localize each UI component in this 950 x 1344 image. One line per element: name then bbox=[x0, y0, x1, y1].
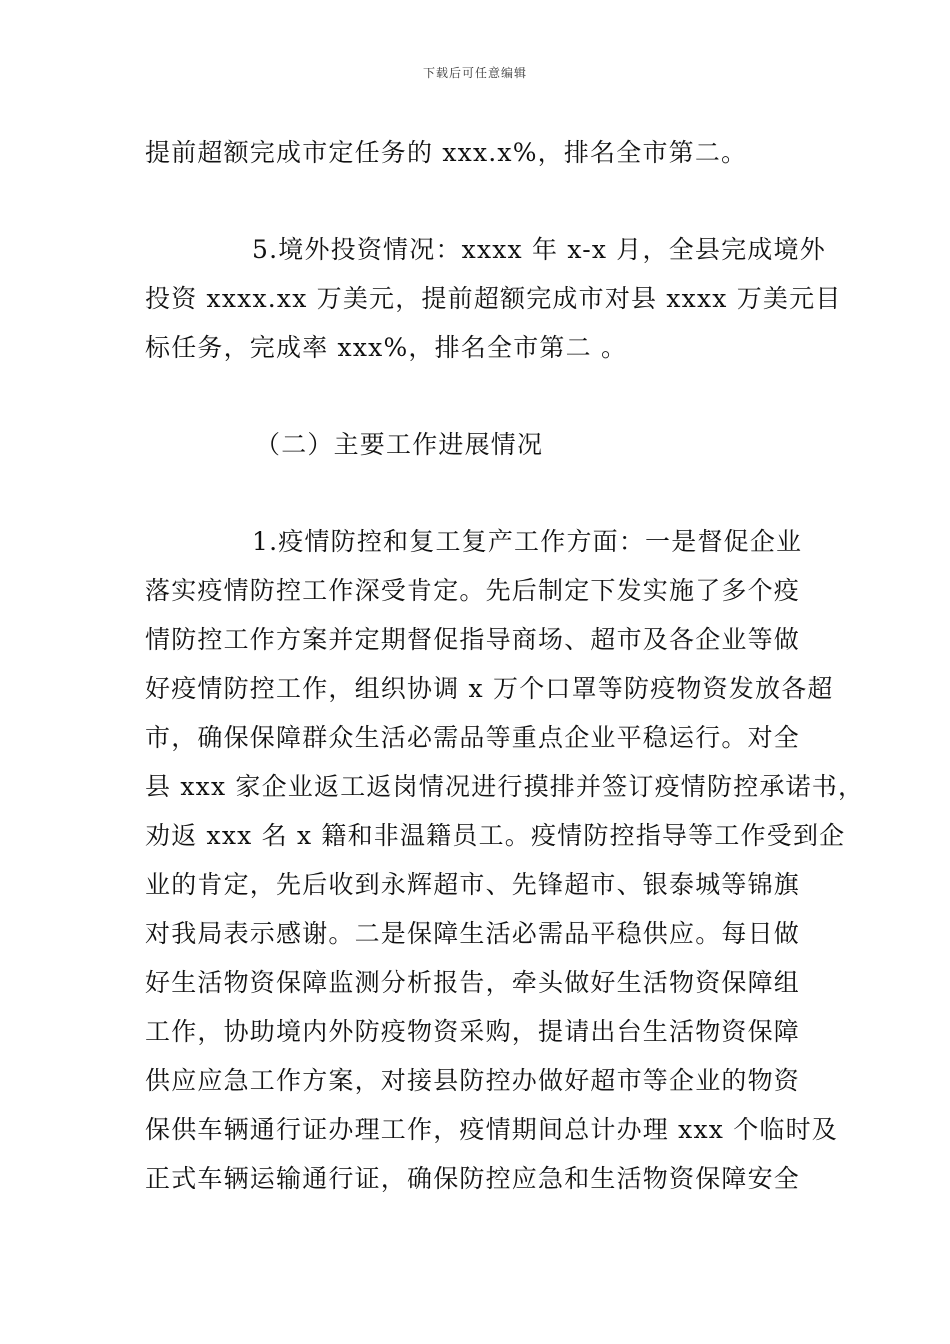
text-line: 1.疫情防控和复工复产工作方面：一是督促企业 bbox=[252, 527, 803, 556]
paragraph-gap bbox=[145, 177, 815, 225]
text-line: 落实疫情防控工作深受肯定。先后制定下发实施了多个疫 bbox=[145, 576, 801, 605]
paragraph-gap bbox=[145, 372, 815, 420]
text-line: 供应应急工作方案，对接县防控办做好超市等企业的物资 bbox=[145, 1066, 801, 1095]
paragraph-1 bbox=[145, 128, 815, 177]
text-line: 业的肯定，先后收到永辉超市、先锋超市、银泰城等锦旗 bbox=[145, 870, 801, 899]
text-line: 好生活物资保障监测分析报告，牵头做好生活物资保障组 bbox=[145, 968, 801, 997]
section-heading bbox=[145, 420, 815, 469]
text-line: 县 xxx 家企业返工返岗情况进行摸排并签订疫情防控承诺书， bbox=[145, 772, 865, 801]
section-heading-text: （二）主要工作进展情况 bbox=[255, 430, 544, 459]
document-body bbox=[145, 128, 865, 1203]
paragraph-overseas-investment bbox=[145, 225, 842, 372]
text-line: 投资 xxxx.xx 万美元，提前超额完成市对县 xxxx 万美元目 bbox=[145, 284, 842, 313]
text-line: 市，确保保障群众生活必需品等重点企业平稳运行。对全 bbox=[145, 723, 801, 752]
paragraph-epidemic-prevention bbox=[145, 517, 865, 1203]
text-line: 劝返 xxx 名 x 籍和非温籍员工。疫情防控指导等工作受到企 bbox=[145, 821, 846, 850]
text-line: 情防控工作方案并定期督促指导商场、超市及各企业等做 bbox=[145, 625, 801, 654]
text-line: 提前超额完成市定任务的 xxx.x%，排名全市第二。 bbox=[145, 138, 748, 167]
page-header-note: 下载后可任意编辑 bbox=[422, 66, 527, 80]
text-line: 正式车辆运输通行证，确保防控应急和生活物资保障安全 bbox=[145, 1164, 801, 1193]
text-line: 保供车辆通行证办理工作，疫情期间总计办理 xxx 个临时及 bbox=[145, 1115, 838, 1144]
text-line: 工作，协助境内外防疫物资采购，提请出台生活物资保障 bbox=[145, 1017, 801, 1046]
text-line: 好疫情防控工作，组织协调 x 万个口罩等防疫物资发放各超 bbox=[145, 674, 834, 703]
text-line: 对我局表示感谢。二是保障生活必需品平稳供应。每日做 bbox=[145, 919, 801, 948]
text-line: 标任务，完成率 xxx%，排名全市第二 。 bbox=[145, 333, 628, 362]
paragraph-gap bbox=[145, 469, 815, 517]
text-line: 5.境外投资情况：xxxx 年 x-x 月，全县完成境外 bbox=[252, 235, 826, 264]
